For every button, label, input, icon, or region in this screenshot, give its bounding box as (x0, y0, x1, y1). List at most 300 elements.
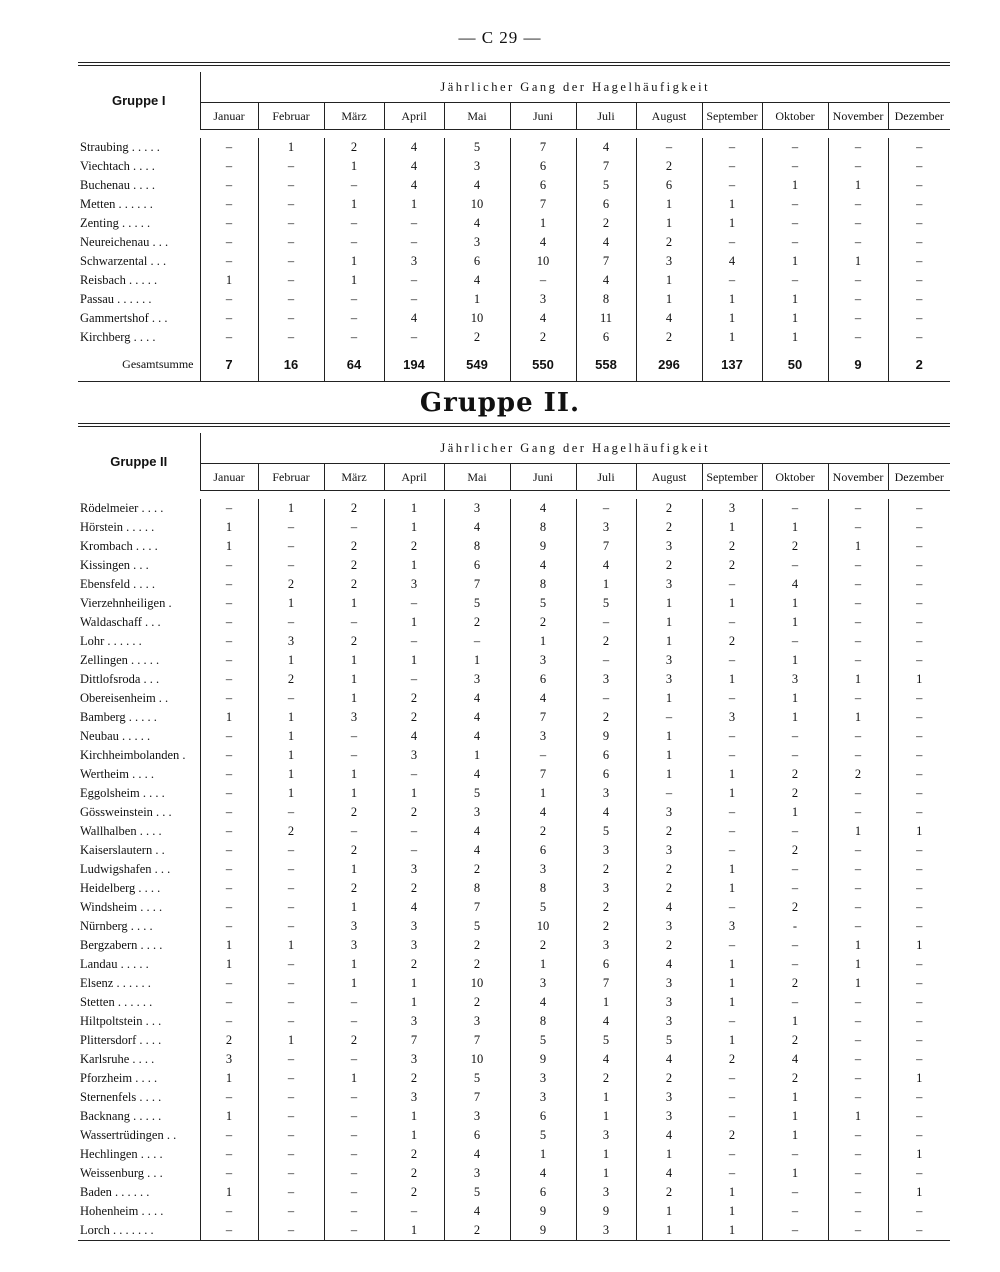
month-count-cell: – (636, 138, 702, 157)
month-count-cell: 1 (384, 993, 444, 1012)
month-count-cell: – (828, 594, 888, 613)
month-count-cell: 1 (636, 727, 702, 746)
month-count-cell: – (828, 518, 888, 537)
month-count-cell: – (762, 936, 828, 955)
month-count-cell: – (916, 995, 923, 1009)
month-header: Januar (200, 464, 258, 491)
month-count-cell: – (324, 1107, 384, 1126)
month-count-cell: – (324, 1050, 384, 1069)
table-row (78, 328, 950, 347)
month-count-cell: 1 (636, 632, 702, 651)
month-count-cell: – (384, 290, 444, 309)
month-count-cell: 3 (510, 860, 576, 879)
month-count-cell: 5 (444, 594, 510, 613)
month-count-cell: 1 (916, 824, 923, 838)
month-count-cell: 1 (762, 1088, 828, 1107)
month-count-cell: – (384, 271, 444, 290)
month-count-cell: 6 (444, 252, 510, 271)
month-count-cell: – (828, 138, 888, 157)
month-count-cell: – (916, 805, 923, 819)
month-count-cell: 3 (384, 1088, 444, 1107)
month-count-cell: 7 (510, 765, 576, 784)
month-count-cell: 1 (636, 1145, 702, 1164)
month-count-cell: 1 (576, 1088, 636, 1107)
month-count-cell: – (702, 575, 762, 594)
month-count-cell: – (916, 615, 923, 629)
month-count-cell: 2 (636, 936, 702, 955)
month-count-cell: – (702, 233, 762, 252)
table-row (78, 1031, 950, 1050)
month-count-cell: 4 (444, 689, 510, 708)
month-count-cell: – (384, 328, 444, 347)
month-count-cell: – (916, 501, 923, 515)
month-count-cell: 1 (762, 252, 828, 271)
station-name: Straubing . . . . . (78, 138, 200, 157)
month-count-cell: 2 (324, 499, 384, 518)
month-count-cell: 2 (636, 1069, 702, 1088)
month-count-cell: – (324, 1145, 384, 1164)
month-count-cell: 1 (702, 214, 762, 233)
station-name: Lohr . . . . . . (78, 632, 200, 651)
table-title: Jährlicher Gang der Hagelhäufigkeit (440, 79, 711, 94)
table-row (78, 632, 950, 651)
table-row (78, 309, 950, 328)
month-count-cell: – (828, 860, 888, 879)
month-count-cell: 4 (510, 689, 576, 708)
month-count-cell: 1 (702, 328, 762, 347)
month-count-cell: 1 (384, 613, 444, 632)
station-name: Kissingen . . . (78, 556, 200, 575)
month-count-cell: – (916, 1014, 923, 1028)
month-count-cell: – (258, 917, 324, 936)
month-header: September (702, 464, 762, 491)
total-label: Gesamtsumme (78, 347, 200, 382)
month-count-cell: 7 (444, 898, 510, 917)
month-count-cell: 3 (384, 746, 444, 765)
station-name: Lorch . . . . . . . (78, 1221, 200, 1241)
month-count-cell: – (916, 558, 923, 572)
month-count-cell: 3 (636, 1088, 702, 1107)
month-count-cell: – (258, 233, 324, 252)
month-count-cell: – (916, 1090, 923, 1104)
station-name: Kaiserslautern . . (78, 841, 200, 860)
month-count-cell: 2 (762, 1031, 828, 1050)
month-count-cell: 3 (384, 917, 444, 936)
month-count-cell: 1 (762, 1164, 828, 1183)
month-count-cell: 4 (444, 1202, 510, 1221)
month-count-cell: – (258, 1126, 324, 1145)
month-count-cell: – (916, 1204, 923, 1218)
station-name: Rödelmeier . . . . (78, 499, 200, 518)
month-count-cell: 3 (444, 233, 510, 252)
month-count-cell: – (200, 328, 258, 347)
month-count-cell: – (828, 632, 888, 651)
station-name: Nürnberg . . . . (78, 917, 200, 936)
month-count-cell: 2 (762, 784, 828, 803)
month-count-cell: 7 (576, 974, 636, 993)
month-count-cell: 8 (510, 518, 576, 537)
month-count-cell: 4 (576, 271, 636, 290)
month-count-cell: 1 (324, 594, 384, 613)
month-count-cell: – (200, 214, 258, 233)
month-count-cell: 1 (762, 803, 828, 822)
month-count-cell: 10 (444, 195, 510, 214)
month-count-cell: – (828, 898, 888, 917)
month-count-cell: 8 (444, 879, 510, 898)
month-count-cell: – (828, 1050, 888, 1069)
table-row (78, 1069, 950, 1088)
month-count-cell: – (200, 727, 258, 746)
month-count-cell: 3 (324, 708, 384, 727)
station-name: Buchenau . . . . (78, 176, 200, 195)
month-count-cell: – (200, 233, 258, 252)
month-count-cell: – (324, 1164, 384, 1183)
month-count-cell: 1 (828, 252, 888, 271)
month-count-cell: 1 (762, 1107, 828, 1126)
total-cell: 194 (384, 347, 444, 382)
table-row (78, 898, 950, 917)
month-count-cell: 6 (510, 670, 576, 689)
month-count-cell: – (762, 955, 828, 974)
month-count-cell: 1 (702, 765, 762, 784)
month-count-cell: – (576, 651, 636, 670)
month-count-cell: 6 (576, 746, 636, 765)
month-count-cell: – (702, 803, 762, 822)
month-count-cell: 1 (324, 670, 384, 689)
hail-frequency-table-group-2 (78, 423, 950, 1241)
month-count-cell: – (916, 786, 923, 800)
month-count-cell: 2 (636, 879, 702, 898)
month-count-cell: 1 (702, 1183, 762, 1202)
month-count-cell: 5 (510, 594, 576, 613)
month-count-cell: – (762, 1183, 828, 1202)
month-count-cell: 1 (384, 1107, 444, 1126)
month-count-cell: – (702, 822, 762, 841)
month-count-cell: – (828, 1164, 888, 1183)
month-count-cell: 4 (510, 993, 576, 1012)
month-count-cell: 3 (576, 1183, 636, 1202)
month-count-cell: 2 (636, 556, 702, 575)
station-name: Landau . . . . . (78, 955, 200, 974)
month-count-cell: 2 (324, 632, 384, 651)
station-name: Metten . . . . . . (78, 195, 200, 214)
month-count-cell: – (916, 881, 923, 895)
month-count-cell: 3 (510, 974, 576, 993)
month-count-cell: 4 (384, 138, 444, 157)
month-count-cell: 2 (702, 537, 762, 556)
station-name: Ludwigshafen . . . (78, 860, 200, 879)
month-count-cell: 1 (258, 936, 324, 955)
month-count-cell: 3 (384, 1012, 444, 1031)
station-name: Bamberg . . . . . (78, 708, 200, 727)
total-cell: 7 (200, 347, 258, 382)
month-count-cell: 3 (636, 1012, 702, 1031)
month-count-cell: – (258, 1221, 324, 1241)
table-body (78, 491, 950, 1242)
month-count-cell: 2 (324, 1031, 384, 1050)
station-name: Weissenburg . . . (78, 1164, 200, 1183)
month-count-cell: 2 (576, 917, 636, 936)
month-count-cell: 2 (200, 1031, 258, 1050)
month-count-cell: – (200, 974, 258, 993)
table-row (78, 518, 950, 537)
month-count-cell: 1 (200, 271, 258, 290)
month-count-cell: 7 (576, 157, 636, 176)
month-count-cell: 1 (200, 936, 258, 955)
month-header: Mai (444, 103, 510, 130)
month-count-cell: 4 (762, 1050, 828, 1069)
total-cell: 296 (636, 347, 702, 382)
month-count-cell: 1 (636, 271, 702, 290)
month-count-cell: – (916, 957, 923, 971)
month-count-cell: 4 (444, 708, 510, 727)
month-count-cell: 1 (384, 195, 444, 214)
month-count-cell: – (828, 746, 888, 765)
station-name: Heidelberg . . . . (78, 879, 200, 898)
month-count-cell: 4 (636, 1164, 702, 1183)
month-count-cell: 1 (510, 955, 576, 974)
month-count-cell: 3 (444, 1012, 510, 1031)
month-count-cell: – (828, 195, 888, 214)
month-count-cell: 7 (384, 1031, 444, 1050)
month-count-cell: – (916, 1109, 923, 1123)
month-count-cell: 3 (510, 290, 576, 309)
month-count-cell: 1 (384, 1221, 444, 1241)
month-header: Juni (510, 103, 576, 130)
month-count-cell: 3 (576, 1221, 636, 1241)
month-count-cell: – (828, 1183, 888, 1202)
month-count-cell: 1 (324, 860, 384, 879)
month-count-cell: – (916, 748, 923, 762)
month-count-cell: 1 (384, 784, 444, 803)
month-count-cell: – (828, 1126, 888, 1145)
month-count-cell: 4 (576, 556, 636, 575)
table-row (78, 746, 950, 765)
month-count-cell: 7 (510, 708, 576, 727)
month-count-cell: – (828, 727, 888, 746)
month-count-cell: – (762, 499, 828, 518)
month-count-cell: – (444, 632, 510, 651)
month-count-cell: 3 (444, 1164, 510, 1183)
month-count-cell: – (200, 252, 258, 271)
month-count-cell: – (916, 273, 923, 287)
month-count-cell: 3 (636, 917, 702, 936)
month-count-cell: 6 (510, 157, 576, 176)
month-count-cell: 4 (444, 765, 510, 784)
month-count-cell: – (828, 1088, 888, 1107)
group-label: Gruppe II (78, 433, 200, 491)
month-count-cell: – (916, 1052, 923, 1066)
month-count-cell: 4 (510, 1164, 576, 1183)
month-count-cell: 1 (828, 822, 888, 841)
month-count-cell: 1 (510, 214, 576, 233)
month-count-cell: – (828, 1221, 888, 1241)
month-count-cell: – (200, 1202, 258, 1221)
table-row (78, 1145, 950, 1164)
month-count-cell: 2 (702, 1126, 762, 1145)
table-row (78, 1164, 950, 1183)
month-count-cell: 2 (324, 841, 384, 860)
month-count-cell: – (916, 1033, 923, 1047)
month-count-cell: 1 (702, 195, 762, 214)
month-count-cell: – (258, 176, 324, 195)
month-count-cell: 3 (324, 917, 384, 936)
total-cell: 50 (762, 347, 828, 382)
table-row (78, 841, 950, 860)
month-header: Oktober (762, 103, 828, 130)
month-count-cell: – (258, 309, 324, 328)
total-cell: 16 (258, 347, 324, 382)
month-count-cell: 2 (258, 575, 324, 594)
month-count-cell: – (762, 1221, 828, 1241)
month-count-cell: – (762, 860, 828, 879)
month-count-cell: 6 (636, 176, 702, 195)
month-count-cell: – (324, 1202, 384, 1221)
month-count-cell: 1 (444, 651, 510, 670)
month-count-cell: 2 (828, 765, 888, 784)
month-count-cell: 5 (444, 138, 510, 157)
month-count-cell: 2 (324, 537, 384, 556)
month-count-cell: – (200, 1126, 258, 1145)
month-count-cell: 5 (510, 1126, 576, 1145)
month-count-cell: – (200, 822, 258, 841)
month-count-cell: 1 (916, 672, 923, 686)
month-count-cell: – (324, 727, 384, 746)
month-count-cell: – (258, 1145, 324, 1164)
month-count-cell: 6 (576, 328, 636, 347)
month-header: November (828, 103, 888, 130)
month-count-cell: – (702, 613, 762, 632)
month-count-cell: – (702, 1012, 762, 1031)
month-count-cell: – (200, 1221, 258, 1241)
month-count-cell: 1 (702, 594, 762, 613)
month-count-cell: 3 (576, 670, 636, 689)
month-count-cell: – (258, 157, 324, 176)
month-count-cell: 1 (384, 974, 444, 993)
month-count-cell: 4 (576, 803, 636, 822)
month-count-cell: 1 (258, 1031, 324, 1050)
month-count-cell: 2 (444, 860, 510, 879)
table-row (78, 860, 950, 879)
month-count-cell: – (258, 1088, 324, 1107)
month-count-cell: 10 (444, 974, 510, 993)
month-count-cell: 4 (576, 1012, 636, 1031)
month-count-cell: 3 (702, 499, 762, 518)
month-count-cell: 7 (444, 575, 510, 594)
month-count-cell: – (702, 1107, 762, 1126)
month-count-cell: 1 (636, 1202, 702, 1221)
month-count-cell: – (258, 1183, 324, 1202)
month-count-cell: 3 (636, 575, 702, 594)
month-count-cell: – (828, 575, 888, 594)
month-count-cell: 3 (384, 252, 444, 271)
month-count-cell: 1 (762, 518, 828, 537)
month-count-cell: – (916, 596, 923, 610)
month-count-cell: 9 (576, 1202, 636, 1221)
month-count-cell: 4 (636, 309, 702, 328)
month-count-cell: 1 (828, 974, 888, 993)
month-count-cell: 1 (702, 993, 762, 1012)
month-count-cell: 1 (324, 195, 384, 214)
station-name: Karlsruhe . . . . (78, 1050, 200, 1069)
month-count-cell: 4 (510, 556, 576, 575)
month-count-cell: 10 (510, 917, 576, 936)
month-count-cell: 2 (636, 499, 702, 518)
month-count-cell: – (702, 898, 762, 917)
month-count-cell: 2 (636, 822, 702, 841)
month-count-cell: – (258, 974, 324, 993)
station-name: Sternenfels . . . . (78, 1088, 200, 1107)
month-count-cell: 5 (444, 1183, 510, 1202)
month-count-cell: 2 (444, 936, 510, 955)
month-count-cell: 2 (324, 575, 384, 594)
month-count-cell: 10 (510, 252, 576, 271)
month-count-cell: 1 (762, 290, 828, 309)
table-row (78, 1088, 950, 1107)
month-count-cell: – (200, 879, 258, 898)
month-count-cell: 1 (258, 138, 324, 157)
month-count-cell: 1 (762, 328, 828, 347)
month-count-cell: 1 (258, 594, 324, 613)
total-cell: 9 (828, 347, 888, 382)
month-count-cell: – (916, 520, 923, 534)
month-count-cell: 2 (384, 879, 444, 898)
month-count-cell: 1 (200, 708, 258, 727)
month-header: Juni (510, 464, 576, 491)
month-count-cell: 3 (510, 651, 576, 670)
month-count-cell: – (258, 1107, 324, 1126)
month-count-cell: 3 (576, 841, 636, 860)
month-count-cell: 3 (384, 860, 444, 879)
station-name: Hohenheim . . . . (78, 1202, 200, 1221)
month-count-cell: – (828, 1031, 888, 1050)
month-count-cell: 2 (576, 860, 636, 879)
month-count-cell: 1 (762, 689, 828, 708)
month-count-cell: 2 (702, 556, 762, 575)
month-count-cell: – (916, 235, 923, 249)
month-count-cell: – (200, 765, 258, 784)
month-count-cell: 1 (324, 898, 384, 917)
month-count-cell: 4 (444, 841, 510, 860)
total-cell: 550 (510, 347, 576, 382)
month-header: Juli (576, 103, 636, 130)
month-count-cell: 1 (762, 613, 828, 632)
month-count-cell: – (762, 993, 828, 1012)
month-count-cell: 4 (510, 309, 576, 328)
month-count-cell: – (916, 159, 923, 173)
month-header: November (828, 464, 888, 491)
month-count-cell: – (324, 328, 384, 347)
month-count-cell: 1 (916, 1071, 923, 1085)
month-count-cell: – (258, 898, 324, 917)
month-count-cell: 4 (510, 233, 576, 252)
month-count-cell: 2 (636, 1183, 702, 1202)
month-count-cell: 1 (636, 689, 702, 708)
month-count-cell: 1 (384, 1126, 444, 1145)
month-count-cell: 1 (258, 765, 324, 784)
month-count-cell: 3 (636, 252, 702, 271)
month-count-cell: – (762, 214, 828, 233)
month-count-cell: 1 (200, 1107, 258, 1126)
month-count-cell: 1 (324, 765, 384, 784)
group-label: Gruppe I (78, 72, 200, 130)
month-count-cell: 1 (384, 499, 444, 518)
table-row (78, 1126, 950, 1145)
table-row (78, 1012, 950, 1031)
month-count-cell: – (828, 157, 888, 176)
month-header-row (78, 464, 950, 491)
month-count-cell: 1 (828, 708, 888, 727)
